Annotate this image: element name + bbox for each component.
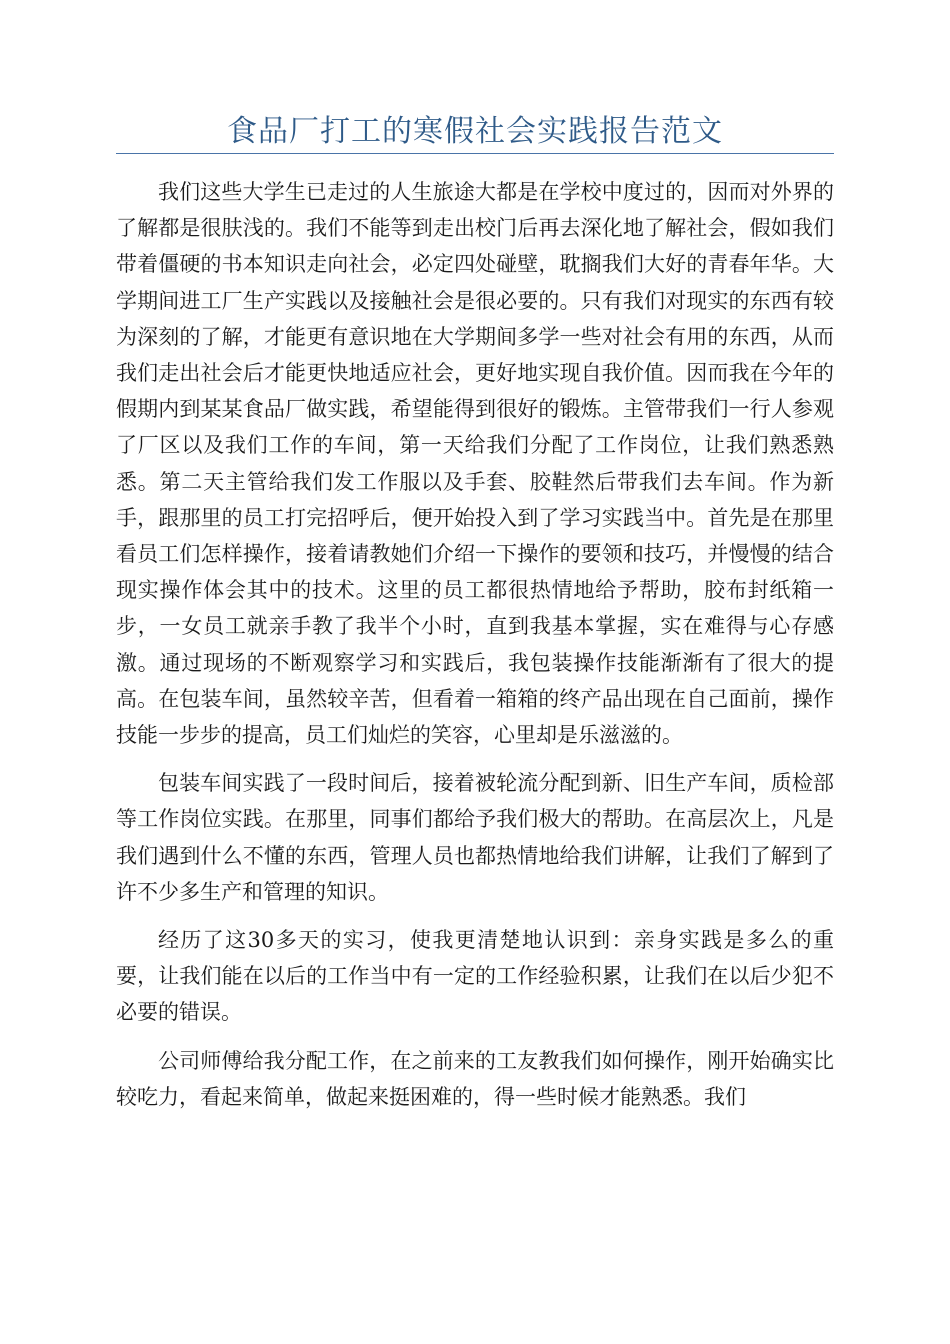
paragraph: 包装车间实践了一段时间后，接着被轮流分配到新、旧生产车间，质检部等工作岗位实践。在那里，同事们都给予我们极大的帮助。在高层次上，凡是我们遇到什么不懂的东西，管理人员也都热情地给我们讲解，让我们了解到了许不少多生产和管理的知识。	[116, 771, 834, 904]
document-title: 食品厂打工的寒假社会实践报告范文	[227, 114, 723, 149]
paragraph: 经历了这30多天的实习，使我更清楚地认识到：亲身实践是多么的重要，让我们能在以后的工作当中有一定的工作经验积累，让我们在以后少犯不必要的错误。	[116, 928, 834, 1025]
paragraph: 公司师傅给我分配工作，在之前来的工友教我们如何操作，刚开始确实比较吃力，看起来简单，做起来挺困难的，得一些时候才能熟悉。我们	[116, 1048, 834, 1109]
title-underline	[116, 153, 834, 154]
paragraph: 我们这些大学生已走过的人生旅途大都是在学校中度过的，因而对外界的了解都是很肤浅的。我们不能等到走出校门后再去深化地了解社会，假如我们带着僵硬的书本知识走向社会，必定四处碰壁，耽搁我们大好的青春年华。大学期间进工厂生产实践以及接触社会是很必要的。只有我们对现实的东西有较为深刻的了解，才能更有意识地在大学期间多学一些对社会有用的东西，从而我们走出社会后才能更快地适应社会，更好地实现自我价值。因而我在今年的假期内到某某食品厂做实践，希望能得到很好的锻炼。主管带我们一行人参观了厂区以及我们工作的车间，第一天给我们分配了工作岗位，让我们熟悉熟悉。第二天主管给我们发工作服以及手套、胶鞋然后带我们去车间。作为新手，跟那里的员工打完招呼后，便开始投入到了学习实践当中。首先是在那里看员工们怎样操作，接着请教她们介绍一下操作的要领和技巧，并慢慢的结合现实操作体会其中的技术。这里的员工都很热情地给予帮助，胶布封纸箱一步，一女员工就亲手教了我半个小时，直到我基本掌握，实在难得与心存感激。通过现场的不断观察学习和实践后，我包装操作技能渐渐有了很大的提高。在包装车间，虽然较辛苦，但看着一箱箱的终产品出现在自己面前，操作技能一步步的提高，员工们灿烂的笑容，心里却是乐滋滋的。	[116, 180, 834, 748]
document-body	[116, 174, 834, 1127]
